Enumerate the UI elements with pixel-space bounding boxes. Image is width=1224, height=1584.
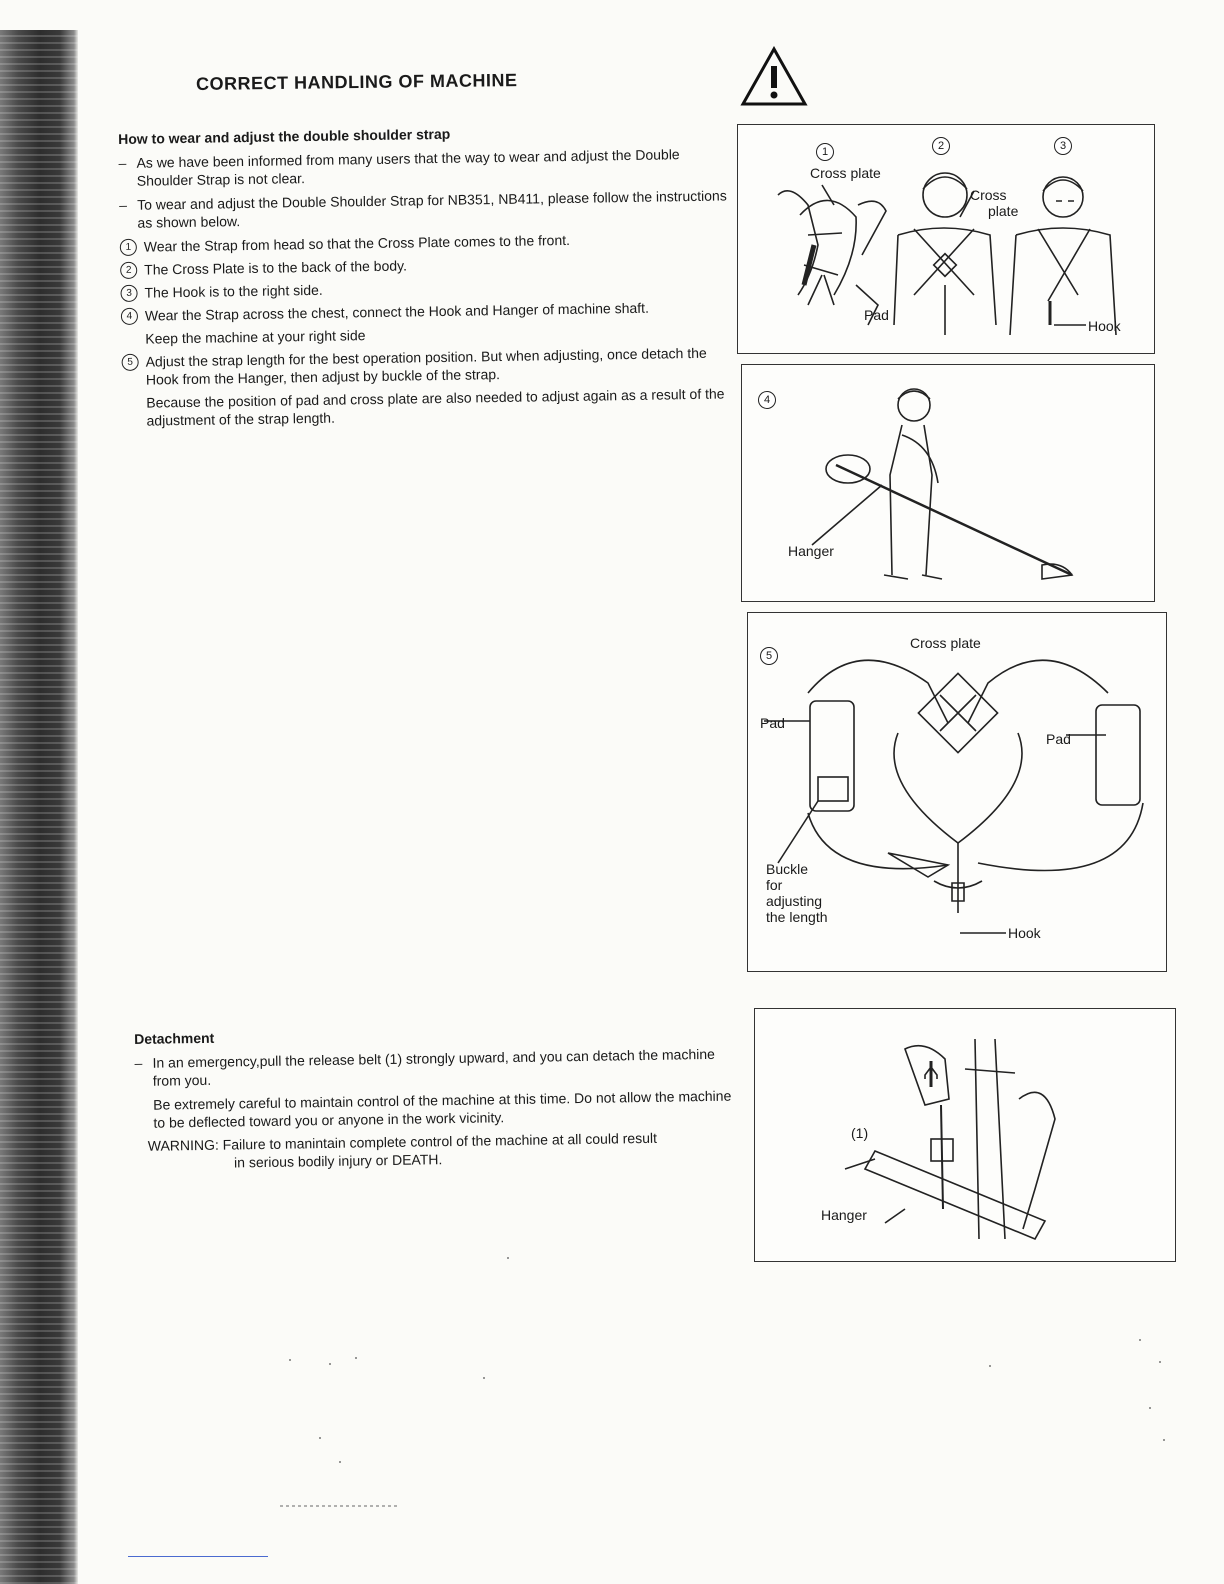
fig4-release-belt-label: (1) <box>851 1125 869 1141</box>
step-4: 4 Wear the Strap across the chest, connect the Hook and Hanger of machine shaft. <box>121 297 731 325</box>
fig3-buckle-label: Buckle for adjusting the length <box>766 861 828 925</box>
step-5-extra: Because the position of pad and cross plate are also needed to adjust again as a result of the adjustment of the strap length. <box>146 385 725 429</box>
warning-text: WARNING: Failure to manintain complete control of the machine at all could result <box>147 1129 658 1154</box>
fig3-hook-label: Hook <box>1008 925 1041 941</box>
fig3-pad-left-label: Pad <box>760 715 785 731</box>
detachment-instructions <box>134 1021 736 1173</box>
fig4-hanger-label: Hanger <box>821 1207 867 1223</box>
page-title: CORRECT HANDLING OF MACHINE <box>195 70 518 94</box>
figure-operator-wearing <box>741 364 1155 602</box>
step-4-extra: Keep the machine at your right side <box>145 327 366 347</box>
fig3-pad-right-label: Pad <box>1046 731 1071 747</box>
strap-heading: How to wear and adjust the double shoulder strap <box>118 125 451 147</box>
detachment-illustration <box>755 1009 1175 1261</box>
operator-illustration <box>742 365 1154 601</box>
detachment-heading: Detachment <box>134 1029 215 1047</box>
fig3-cross-plate-label: Cross plate <box>910 635 981 651</box>
step-5: 5 Adjust the strap length for the best operation position. But when adjusting, once detach the Hook from the Hanger, then adjust by buckle of the strap. <box>122 343 732 389</box>
scan-edge-shadow <box>0 30 78 1584</box>
figure-detachment <box>754 1008 1176 1262</box>
fig1-num-3: 3 <box>1054 137 1072 155</box>
fig1-cross-label: Cross <box>970 187 1007 203</box>
detachment-bullet: – In an emergency,pull the release belt (1) strongly upward, and you can detach the machine from you. <box>134 1045 715 1089</box>
warning-triangle-icon <box>740 46 808 108</box>
footer-rule <box>128 1556 268 1557</box>
step-2: 2 The Cross Plate is to the back of the body. <box>120 251 730 279</box>
bullet-2: – To wear and adjust the Double Shoulder Strap for NB351, NB411, please follow the instructions as shown below. <box>119 187 727 231</box>
step-1: 1 Wear the Strap from head so that the Cross Plate comes to the front. <box>120 228 730 256</box>
fig1-cross-plate-label: Cross plate <box>810 165 881 181</box>
figure-wearing-steps <box>737 124 1155 354</box>
fig1-num-1: 1 <box>816 143 834 161</box>
step-3: 3 The Hook is to the right side. <box>120 274 730 302</box>
bullet-1: – As we have been informed from many users that the way to wear and adjust the Double Shoulder Strap is not clear. <box>118 146 680 189</box>
fig1-hook-label: Hook <box>1088 318 1121 334</box>
fig1-num-2: 2 <box>932 137 950 155</box>
fig2-num-4: 4 <box>758 391 776 409</box>
fig1-plate-label: plate <box>988 203 1019 219</box>
strap-instructions <box>118 120 733 435</box>
detachment-extra: Be extremely careful to maintain control of the machine at this time. Do not allow the machine to be deflected toward you or anyone in the work vicinity. <box>153 1087 732 1131</box>
warning-text-cont: in serious bodily injury or DEATH. <box>233 1151 443 1171</box>
figure-strap-parts <box>747 612 1167 972</box>
fig3-num-5: 5 <box>760 647 778 665</box>
fig1-pad-label: Pad <box>864 307 889 323</box>
fig2-hanger-label: Hanger <box>788 543 834 559</box>
